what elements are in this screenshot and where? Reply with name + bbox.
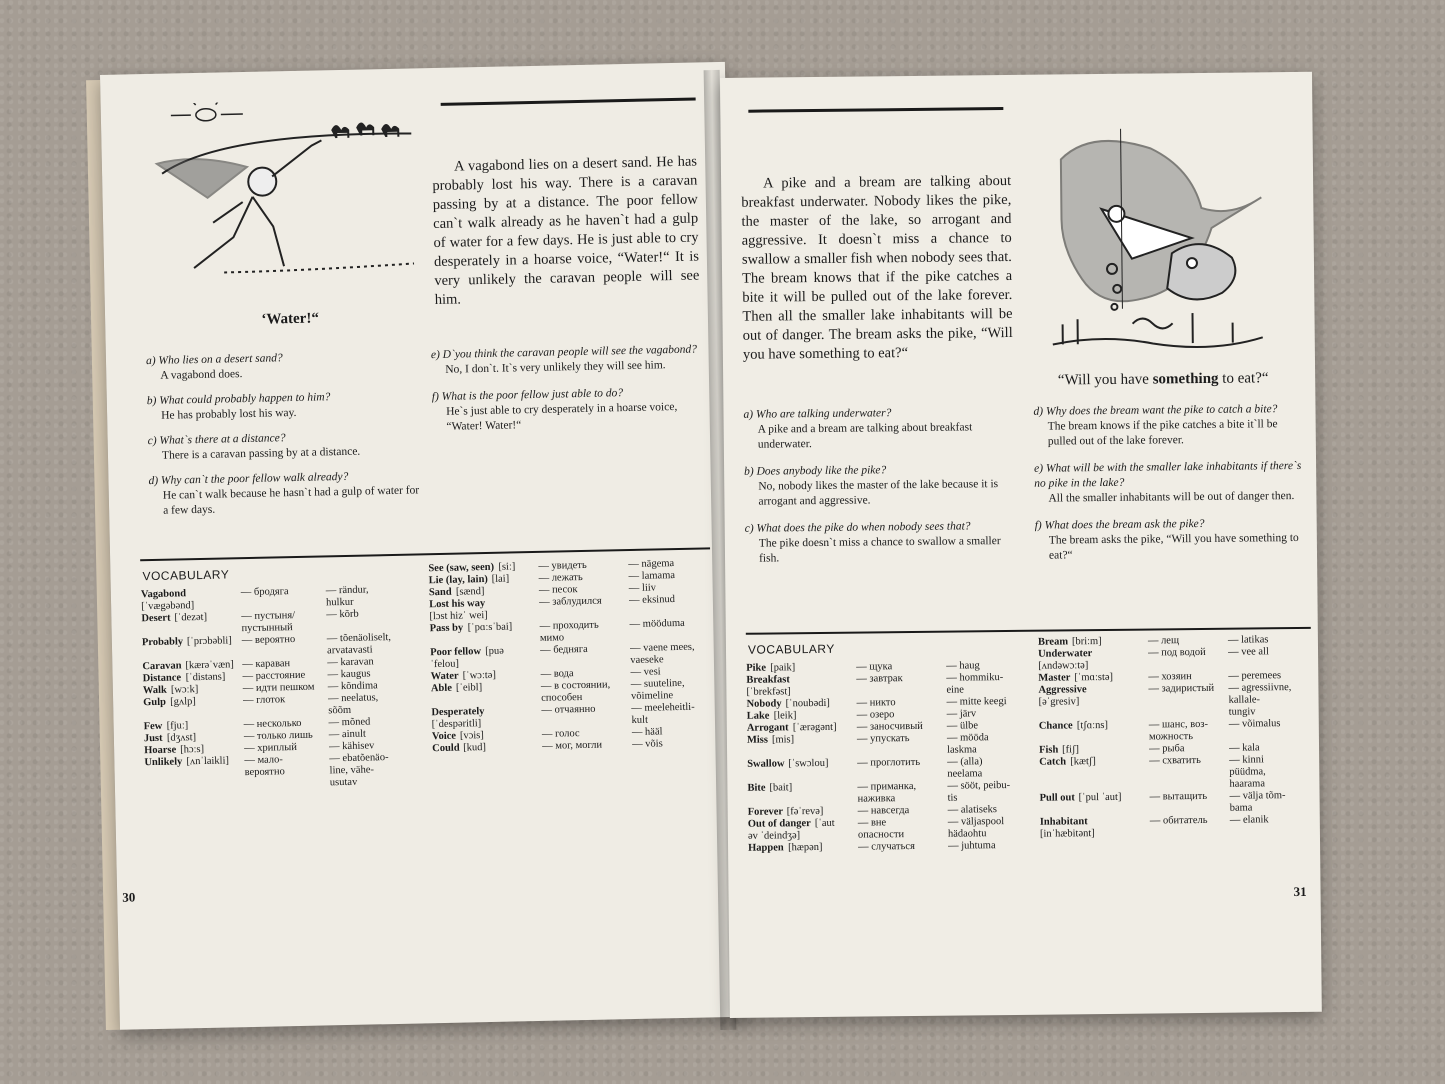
vocab-list-2 <box>1038 634 1320 857</box>
vocab-russian: — шанс, воз- <box>1148 718 1209 731</box>
vocab-estonian: — kinni <box>1229 754 1264 766</box>
vocab-transcription: [mis] <box>771 734 795 746</box>
vocab-transcription: [leik] <box>773 710 797 722</box>
illustration-caption <box>1033 370 1293 390</box>
vocab-russian: — вероятно <box>241 634 296 647</box>
vocab-transcription: [ˈswɔlou] <box>788 757 829 770</box>
question-c: c) What does the pike do when nobody sees that? The pike doesn`t miss a chance to swallow a smaller fish. <box>744 520 1001 565</box>
vocab-transcription: [tʃɑːns] <box>1076 719 1109 732</box>
vocab-transcription: [puə <box>485 645 504 658</box>
story-text: A pike and a bream are talking about breakfast underwater. Nobody likes the pike, the master of the lake, so arrogant and aggressive. It doesn`t miss a chance to swallow a smaller fish when nobody sees that. The bream knows that if the pike catches a bite it will be pulled out of the lake forever. Then all the smaller lake inhabitants will be out of danger. The bream asks the pike, “Will you have something to eat?“ <box>741 172 1013 363</box>
vocab-word: Aggressive <box>1038 684 1087 696</box>
vocab-russian: — голос <box>541 728 580 740</box>
vocab-estonian: — haug <box>946 660 980 672</box>
vocabulary-rule <box>746 627 1311 635</box>
question-f: f) What does the bream ask the pike? The bream asks the pike, “Will you have something to eat?“ <box>1034 517 1299 562</box>
vocab-transcription: [əˈgresiv] <box>1038 696 1080 708</box>
vocab-transcription: [lɔst hizˈ wei] <box>429 610 488 623</box>
question-b: b) What could probably happen to him? He has probably lost his way. <box>146 391 331 422</box>
vocab-transcription: [kærəˈvæn] <box>185 659 234 672</box>
vocab-russian: — проходить <box>539 619 599 632</box>
vocab-russian: — вытащить <box>1149 790 1208 803</box>
vocab-word: Able <box>430 682 453 695</box>
vocab-word: Bite <box>747 782 766 794</box>
vocab-estonian: hädaohtu <box>947 828 987 840</box>
vocab-word: Underwater <box>1037 648 1093 660</box>
vocab-estonian: — välja tõm- <box>1229 790 1286 802</box>
vocab-estonian: — hommiku- <box>946 672 1004 684</box>
vocab-estonian: — (alla) <box>947 756 983 768</box>
vocab-transcription: [ˈnoubədi] <box>785 697 830 710</box>
vocab-russian: вероятно <box>244 766 285 779</box>
vocab-russian: — бедняга <box>540 643 588 656</box>
story-text: A vagabond lies on a desert sand. He has probably lost his way. There is a caravan passing by at a distance. The poor fellow can`t walk already as he haven`t had a gulp of water for a few days. He is just able to cry desperately in a hoarse voice, “Water!“ It is very unlikely the caravan people will see him. <box>432 153 700 309</box>
vocab-russian: — упускать <box>856 733 910 745</box>
vocab-russian: можность <box>1148 731 1194 743</box>
vocab-russian: — глоток <box>243 694 286 707</box>
vocab-transcription: [ˈpul ˈaut] <box>1078 791 1122 804</box>
vocab-word: Catch <box>1039 756 1067 768</box>
vocab-transcription: [ˈmɑːstə] <box>1074 671 1114 684</box>
vocab-word: Miss <box>746 734 768 746</box>
question-d: d) Why does the bream want the pike to catch a bite? The bream knows if the pike catches a bite it`ll be pulled out of the lake forever. <box>1033 403 1278 448</box>
vocab-russian: — в состоянии, <box>540 679 611 692</box>
vocab-estonian: line, vähe- <box>329 764 375 777</box>
vocab-estonian: — võis <box>632 738 663 751</box>
vocab-estonian: vaeseke <box>630 654 664 667</box>
vocab-transcription: [ˈdespəritli] <box>431 718 482 731</box>
vocab-russian: — никто <box>856 697 896 709</box>
questions-column-1 <box>743 405 1020 567</box>
vocab-word: Probably <box>141 636 184 649</box>
vocab-transcription: [ˈvægəbənd] <box>141 600 195 613</box>
vocab-word: Hoarse <box>144 744 177 757</box>
vocab-estonian: — meeleheitli- <box>631 701 695 715</box>
vocab-transcription: [ʌnˈlaikli] <box>186 755 230 768</box>
vocab-estonian: — mitte keegi <box>946 696 1007 708</box>
vocab-word: Walk <box>142 684 167 697</box>
question-f: f) What is the poor fellow just able to do? He`s just able to cry desperately in a hoarse voice, “Water! Water!“ <box>431 387 678 433</box>
vocab-word: Lie (lay, lain) <box>428 573 488 587</box>
sun-icon <box>171 98 243 121</box>
question-e: e) D`you think the caravan people will see the vagabond? No, I don`t. It`s very unlikely they will see him. <box>430 343 698 376</box>
vocab-transcription: [wɔːk] <box>170 684 199 696</box>
vocab-estonian: — sööt, peibu- <box>947 780 1011 792</box>
vocab-word: Desert <box>141 612 171 625</box>
vocab-estonian: — peremees <box>1228 670 1282 682</box>
vocab-estonian: usutav <box>329 776 358 789</box>
question-e: e) What will be with the smaller lake inhabitants if there`s no pike in the lake? All the smaller inhabitants will be out of danger then. <box>1034 459 1302 505</box>
vocab-estonian: — kõndima <box>327 680 378 693</box>
vocab-estonian: eine <box>946 684 964 696</box>
vocab-russian: пустынный <box>241 622 293 635</box>
vocab-estonian: võimeline <box>631 690 674 703</box>
header-rule <box>441 98 696 106</box>
vocab-estonian: — agressiivne, <box>1228 682 1292 694</box>
vocab-russian: — заносчивый <box>856 720 923 733</box>
vocab-estonian: — võimalus <box>1228 718 1281 730</box>
vocab-estonian: — väljaspool <box>947 816 1005 828</box>
vocab-transcription: [kud] <box>463 742 487 754</box>
vocab-estonian: — hääl <box>631 726 663 739</box>
vocab-transcription: [ˈeibl] <box>455 682 483 694</box>
question-b: b) Does anybody like the pike? No, nobody likes the master of the lake because it is arrogant and aggressive. <box>744 464 999 508</box>
vocab-word: Fish <box>1038 744 1059 756</box>
vocab-estonian: — vee all <box>1227 646 1269 658</box>
vocab-russian: — отчаянно <box>541 703 596 716</box>
vocab-estonian: — ülbe <box>946 720 979 732</box>
vocab-word: Chance <box>1038 720 1073 732</box>
vocab-russian: — завтрак <box>856 673 903 685</box>
vocab-russian: — идти пешком <box>242 681 315 695</box>
vagabond-figure-icon <box>156 133 414 274</box>
vocab-estonian: — järv <box>946 708 977 720</box>
vocab-russian: — караван <box>242 658 291 671</box>
vocab-estonian: — ainult <box>328 728 367 741</box>
questions-column-2 <box>431 342 703 435</box>
vocab-word: Desperately <box>431 706 485 719</box>
vocab-russian: опасности <box>857 829 905 841</box>
worm-icon <box>1133 318 1173 328</box>
vocab-transcription: [hɔːs] <box>180 743 205 756</box>
vocab-estonian: — kõrb <box>326 608 359 621</box>
vocab-russian: — приманка, <box>857 780 917 793</box>
vocab-transcription: [kætʃ] <box>1070 756 1096 768</box>
vagabond-illustration <box>151 98 425 314</box>
vocab-estonian: — latikas <box>1227 634 1269 646</box>
vocabulary-title: VOCABULARY <box>747 641 835 657</box>
vocab-estonian: — rändur, <box>325 584 369 597</box>
vocab-transcription: əv ˈdeindʒə] <box>747 830 801 842</box>
vocab-estonian: kallale- <box>1228 694 1261 706</box>
vocab-transcription: [ˈwɔːtə] <box>462 669 497 682</box>
vocab-word: Master <box>1038 672 1071 684</box>
vocab-word: Gulp <box>143 696 167 709</box>
vocab-estonian: tis <box>947 792 958 804</box>
vocab-estonian: neelama <box>947 768 983 780</box>
vocab-estonian: — liiv <box>628 582 657 595</box>
vocab-estonian: — vaene mees, <box>630 641 695 655</box>
vocabulary-title: VOCABULARY <box>142 567 230 584</box>
vocab-word: Out of danger <box>747 818 811 830</box>
right-page <box>720 72 1322 1018</box>
vocab-estonian: — eksinud <box>629 594 676 607</box>
questions-column-1 <box>146 348 424 519</box>
vocab-word: Nobody <box>746 698 782 710</box>
vocab-word: Pull out <box>1039 792 1075 804</box>
vocab-estonian: — ebatõenäo- <box>329 752 389 765</box>
pike-and-bream-illustration <box>1040 117 1273 359</box>
vocab-word: Arrogant <box>746 722 789 734</box>
vocab-transcription: [gʌlp] <box>170 696 196 708</box>
vocab-russian: — несколько <box>243 717 302 731</box>
vocab-estonian: — kähisev <box>329 740 375 753</box>
vocab-estonian: — juhtuma <box>947 840 996 852</box>
vocab-estonian: bama <box>1229 802 1253 814</box>
vocab-word: Caravan <box>142 660 182 673</box>
vocab-russian: — только лишь <box>243 729 313 743</box>
vocab-russian: — схватить <box>1149 755 1201 767</box>
vocab-russian: — заблудился <box>539 595 602 608</box>
vocab-estonian: tungiv <box>1228 706 1256 718</box>
vocab-transcription: [fiʃ] <box>1061 744 1080 756</box>
vocab-russian: мимо <box>539 632 565 644</box>
questions-column-2 <box>1033 402 1305 564</box>
vocab-transcription: [ˈdistəns] <box>185 671 226 684</box>
vocab-russian: — вне <box>857 817 887 829</box>
vocab-word: Forever <box>747 806 784 818</box>
vocab-estonian: püüdma, <box>1229 766 1266 778</box>
vocab-russian: — обитатель <box>1149 814 1208 827</box>
question-a: a) Who lies on a desert sand? A vagabond does. <box>145 352 283 382</box>
vocab-estonian: — mõned <box>328 716 371 729</box>
vocab-transcription: [dʒʌst] <box>166 732 197 744</box>
caption-part-2: to eat?“ <box>1218 370 1269 387</box>
vocab-estonian: — elanik <box>1229 814 1269 826</box>
caption-part-1: “Will you have <box>1057 371 1153 389</box>
vocab-estonian: — kaugus <box>327 668 371 681</box>
vocab-transcription: [fəˈrevə] <box>786 805 824 818</box>
vocab-transcription: [siː] <box>498 561 516 573</box>
vocab-estonian: — alatiseks <box>947 804 998 816</box>
vocab-word: Poor fellow <box>430 646 482 659</box>
vocab-russian: — лещ <box>1147 635 1180 647</box>
vocab-estonian: kult <box>631 714 649 727</box>
vocab-word: Breakfast <box>746 674 790 686</box>
vocab-russian: — мало- <box>244 754 283 767</box>
left-page <box>100 62 745 1030</box>
vocab-transcription: [sænd] <box>455 586 485 598</box>
vocab-transcription: [ˈærəgənt] <box>792 721 837 734</box>
vocab-estonian: sõõm <box>328 704 352 717</box>
vocab-estonian: — mööda <box>946 732 989 744</box>
vocab-transcription: [ˈbrekfəst] <box>746 686 791 698</box>
vocab-word: Unlikely <box>144 756 183 769</box>
vocab-transcription: [lai] <box>491 573 510 585</box>
vocab-russian: — под водой <box>1147 646 1206 659</box>
question-c: c) What`s there at a distance? There is a caravan passing by at a distance. <box>147 432 361 462</box>
vocab-list-1 <box>746 660 1033 863</box>
bream-fish-icon <box>1167 244 1236 300</box>
vocab-word: Sand <box>428 586 452 599</box>
vocab-russian: — мог, могли <box>542 739 603 752</box>
vocab-list-2 <box>428 557 723 783</box>
vocab-russian: — вода <box>540 668 574 680</box>
vocab-word: Could <box>432 742 460 755</box>
vocab-transcription: [vɔis] <box>459 730 484 742</box>
vocab-word: Lost his way <box>429 598 486 611</box>
vocab-russian: — хозяин <box>1148 671 1192 683</box>
vocab-word: Happen <box>748 842 784 854</box>
vocab-estonian: — mööduma <box>629 617 685 631</box>
vocab-transcription: [hæpən] <box>788 841 823 854</box>
vocab-word: Water <box>430 670 459 683</box>
vocab-russian: — задиристый <box>1148 682 1215 695</box>
vocab-estonian: — vesi <box>630 666 661 679</box>
vocab-russian: — щука <box>856 661 893 673</box>
vocab-transcription: [paik] <box>770 662 796 674</box>
vocab-word: Pike <box>746 662 767 674</box>
vocab-estonian: — suuteline, <box>630 677 685 691</box>
vocab-estonian: arvatavasti <box>326 644 373 657</box>
vocab-word: Vagabond <box>140 588 187 601</box>
vocab-russian: — проглотить <box>857 756 921 769</box>
page-number: 31 <box>1293 883 1307 900</box>
vocab-russian: наживка <box>857 793 896 805</box>
vocab-estonian: — lamama <box>628 570 676 583</box>
vocab-russian: — лежать <box>538 572 583 584</box>
vocab-russian: способен <box>541 692 583 704</box>
vocab-russian: — бродяга <box>240 586 289 599</box>
vocab-word: Inhabitant <box>1039 816 1088 828</box>
header-rule <box>748 107 1003 113</box>
illustration-caption: ‘Water!“ <box>261 310 320 328</box>
vocab-transcription: [ˈprɔbəbli] <box>186 635 232 648</box>
vocab-transcription: [fjuː] <box>166 720 189 732</box>
vocab-russian: — рыба <box>1148 743 1185 755</box>
vocab-word: Few <box>143 720 163 733</box>
vocab-word: Pass by <box>429 622 464 635</box>
vocab-transcription: [ˈdezət] <box>174 611 208 624</box>
question-d: d) Why can`t the poor fellow walk already? He can`t walk because he hasn`t had a gulp of water for a few days. <box>148 470 420 517</box>
vocab-estonian: laskma <box>946 744 977 756</box>
vocab-transcription: [ˈpɑːsˈbai] <box>467 621 513 634</box>
vocab-estonian: — neelatus, <box>327 692 379 705</box>
vocab-russian: — увидеть <box>538 559 587 572</box>
vocab-word: Distance <box>142 672 182 685</box>
vocab-transcription: [briːm] <box>1071 636 1102 648</box>
vocab-transcription: [bait] <box>769 782 793 794</box>
caption-bold: something <box>1152 370 1219 388</box>
vocab-transcription: [inˈhæbitənt] <box>1039 828 1095 840</box>
vocab-russian: — хриплый <box>244 742 298 755</box>
vocab-word: Swallow <box>747 758 785 770</box>
vocab-word: Lake <box>746 710 770 722</box>
vocab-word: See (saw, seen) <box>428 561 495 575</box>
vocab-estonian: — kala <box>1228 742 1260 754</box>
vocab-russian: — пустыня/ <box>241 610 296 623</box>
vocab-transcription: ˈfelou] <box>430 658 460 671</box>
vocab-russian: — песок <box>538 584 578 596</box>
vocab-word: Bream <box>1037 636 1069 648</box>
vocab-estonian: — nägema <box>628 558 675 571</box>
question-a: a) Who are talking underwater? A pike and a bream are talking about breakfast underwater. <box>743 407 973 451</box>
vocab-transcription: [ˈaut <box>814 817 835 830</box>
page-number: 30 <box>122 889 136 905</box>
vocab-russian: — навсегда <box>857 805 910 817</box>
vocab-estonian: hulkur <box>325 596 354 609</box>
vocab-list-1 <box>141 583 435 789</box>
vocab-russian: — озеро <box>856 709 895 721</box>
vocab-transcription: [ʌndəwɔːtə] <box>1038 660 1089 672</box>
vocab-russian: — случаться <box>858 841 915 853</box>
vocab-word: Voice <box>431 730 457 743</box>
vocab-estonian: — tõenäoliselt, <box>326 632 392 645</box>
vocab-russian: — расстояние <box>242 669 306 683</box>
vocab-word: Just <box>143 732 163 745</box>
vocab-estonian: haarama <box>1229 778 1266 790</box>
vocab-estonian: — karavan <box>327 656 374 669</box>
